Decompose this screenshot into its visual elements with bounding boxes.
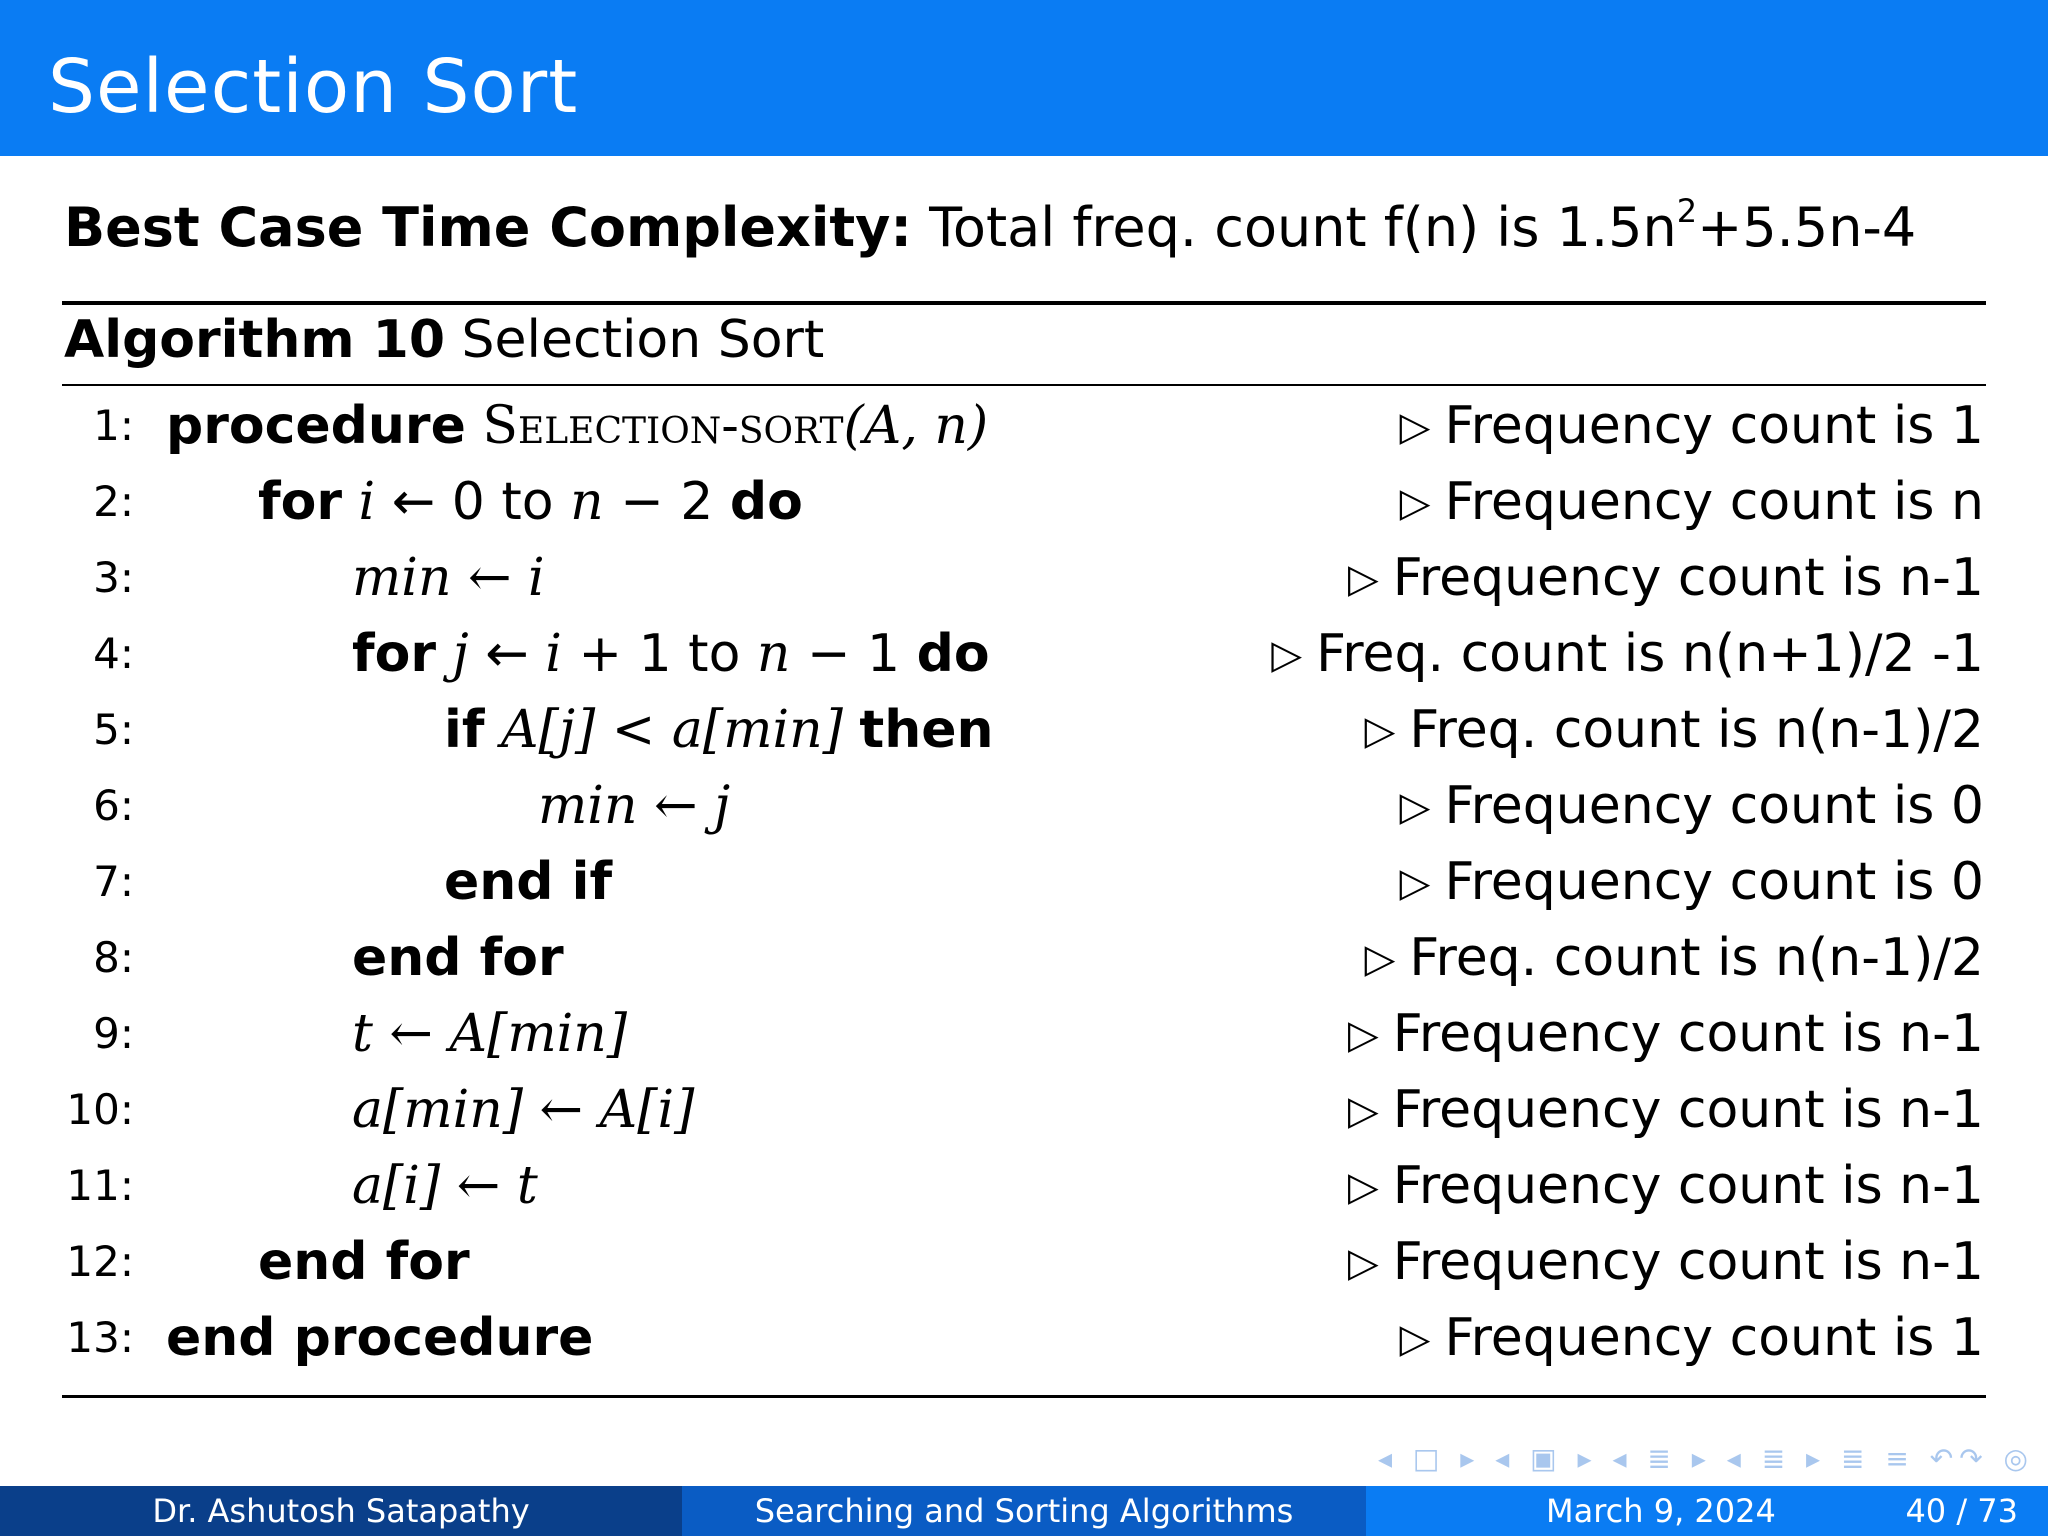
code-line: t ← A[min] — [352, 1004, 628, 1064]
algorithm-line — [0, 464, 2048, 540]
frequency-comment — [1400, 464, 1984, 544]
frequency-comment — [1400, 1300, 1984, 1380]
assign-arrow: ← — [485, 624, 529, 684]
var-n: n — [756, 624, 791, 684]
comment-text: Frequency count is n-1 — [1392, 1080, 1984, 1140]
comment-triangle-icon: ▷ — [1399, 480, 1431, 526]
line-number: 11: — [66, 1161, 134, 1210]
code-line — [352, 616, 990, 692]
frequency-comment — [1348, 540, 1984, 620]
comment-text: Frequency count is 0 — [1444, 776, 1984, 836]
comment-triangle-icon: ▷ — [1347, 556, 1379, 602]
code-line: a[i] ← t — [352, 1156, 538, 1216]
algorithm-line — [0, 1148, 2048, 1224]
comment-text: Frequency count is 0 — [1444, 852, 1984, 912]
frequency-comment — [1365, 920, 1984, 1000]
complexity-exponent: 2 — [1676, 192, 1698, 230]
algorithm-name: Selection Sort — [461, 310, 825, 370]
algorithm-line — [0, 388, 2048, 464]
frequency-comment — [1348, 1148, 1984, 1228]
comment-triangle-icon: ▷ — [1347, 1240, 1379, 1286]
keyword-for: for — [258, 472, 342, 532]
frequency-comment — [1400, 844, 1984, 924]
comment-text: Freq. count is n(n+1)/2 -1 — [1316, 624, 1984, 684]
line-number: 1: — [93, 401, 134, 450]
frequency-comment — [1400, 388, 1984, 468]
var-j: j — [452, 624, 469, 684]
line-number: 8: — [93, 933, 134, 982]
comment-triangle-icon: ▷ — [1347, 1012, 1379, 1058]
algorithm-line — [0, 616, 2048, 692]
comment-triangle-icon: ▷ — [1399, 1316, 1431, 1362]
line-number: 10: — [66, 1085, 134, 1134]
range-start: + 1 to — [578, 624, 741, 684]
assign-range: ← 0 to — [391, 472, 554, 532]
code-line — [444, 692, 994, 768]
comment-text: Freq. count is n(n-1)/2 — [1409, 928, 1984, 988]
algorithm-line — [0, 540, 2048, 616]
code-line — [166, 388, 988, 464]
code-line: a[min] ← A[i] — [352, 1080, 695, 1140]
keyword-if: if — [444, 700, 485, 760]
algorithm-line — [0, 1224, 2048, 1300]
line-number: 12: — [66, 1237, 134, 1286]
algorithm-caption — [64, 305, 824, 375]
comment-text: Frequency count is n-1 — [1392, 1232, 1984, 1292]
footer-page-number: 40 / 73 — [1905, 1492, 2018, 1530]
line-number: 5: — [93, 705, 134, 754]
procedure-args: (A, n) — [843, 396, 989, 456]
footer-info — [1366, 1486, 2048, 1536]
algorithm-header-rule — [62, 384, 1986, 386]
line-number: 9: — [93, 1009, 134, 1058]
range-end: − 1 — [806, 624, 901, 684]
keyword-do: do — [916, 624, 990, 684]
code-line: min ← j — [538, 776, 731, 836]
footer-author: Dr. Ashutosh Satapathy — [0, 1486, 682, 1536]
comment-triangle-icon: ▷ — [1347, 1164, 1379, 1210]
algorithm-line — [0, 844, 2048, 920]
comment-triangle-icon: ▷ — [1347, 1088, 1379, 1134]
code-line: end for — [352, 928, 564, 988]
keyword-for: for — [352, 624, 436, 684]
var-i: i — [358, 472, 376, 532]
line-number: 3: — [93, 553, 134, 602]
keyword-then: then — [859, 700, 994, 760]
slide-title: Selection Sort — [48, 44, 579, 130]
algorithm-line — [0, 768, 2048, 844]
frequency-comment — [1348, 1072, 1984, 1152]
comment-triangle-icon: ▷ — [1399, 404, 1431, 450]
keyword-do: do — [729, 472, 803, 532]
algorithm-line — [0, 1072, 2048, 1148]
algorithm-label: Algorithm 10 — [64, 310, 446, 370]
algorithm-line — [0, 692, 2048, 768]
beamer-navigation-icons[interactable]: ◂ □ ▸ ◂ ▣ ▸ ◂ ≣ ▸ ◂ ≣ ▸ ≣ ≡ ↶↷ ◎ — [1377, 1442, 2034, 1475]
frequency-comment — [1400, 768, 1984, 848]
comment-text: Frequency count is 1 — [1444, 1308, 1984, 1368]
code-line: end procedure — [166, 1308, 594, 1368]
comment-text: Frequency count is 1 — [1444, 396, 1984, 456]
frequency-comment — [1271, 616, 1984, 696]
algorithm-line — [0, 1300, 2048, 1376]
frequency-comment — [1365, 692, 1984, 772]
frequency-comment — [1348, 1224, 1984, 1304]
condition: A[j] < a[min] — [500, 700, 843, 760]
line-number: 4: — [93, 629, 134, 678]
code-line — [258, 464, 803, 540]
comment-text: Frequency count is n-1 — [1392, 1156, 1984, 1216]
comment-triangle-icon: ▷ — [1271, 632, 1303, 678]
comment-triangle-icon: ▷ — [1364, 936, 1396, 982]
footer-topic: Searching and Sorting Algorithms — [682, 1486, 1366, 1536]
footer-date: March 9, 2024 — [1546, 1492, 1776, 1530]
complexity-statement — [64, 193, 1916, 263]
code-line: end if — [444, 852, 613, 912]
code-line: min ← i — [352, 548, 545, 608]
complexity-text: Total freq. count f(n) is 1.5n — [929, 196, 1677, 259]
range-end: − 2 — [620, 472, 714, 532]
comment-text: Freq. count is n(n-1)/2 — [1409, 700, 1984, 760]
comment-triangle-icon: ▷ — [1364, 708, 1396, 754]
complexity-label: Best Case Time Complexity: — [64, 196, 912, 259]
line-number: 2: — [93, 477, 134, 526]
comment-triangle-icon: ▷ — [1399, 860, 1431, 906]
line-number: 13: — [66, 1313, 134, 1362]
comment-text: Frequency count is n-1 — [1392, 1004, 1984, 1064]
line-number: 6: — [93, 781, 134, 830]
code-line: end for — [258, 1232, 470, 1292]
algorithm-line — [0, 996, 2048, 1072]
var-i: i — [545, 624, 562, 684]
keyword-procedure: procedure — [166, 396, 466, 456]
comment-text: Frequency count is n-1 — [1392, 548, 1984, 608]
procedure-name: Selection-sort — [482, 396, 844, 456]
title-bar — [0, 0, 2048, 156]
comment-triangle-icon: ▷ — [1399, 784, 1431, 830]
var-n: n — [570, 472, 604, 532]
complexity-tail: +5.5n-4 — [1697, 196, 1917, 259]
algorithm-line — [0, 920, 2048, 996]
frequency-comment — [1348, 996, 1984, 1076]
algorithm-bottom-rule — [62, 1395, 1986, 1398]
line-number: 7: — [93, 857, 134, 906]
comment-text: Frequency count is n — [1444, 472, 1984, 532]
slide-footer — [0, 1486, 2048, 1536]
